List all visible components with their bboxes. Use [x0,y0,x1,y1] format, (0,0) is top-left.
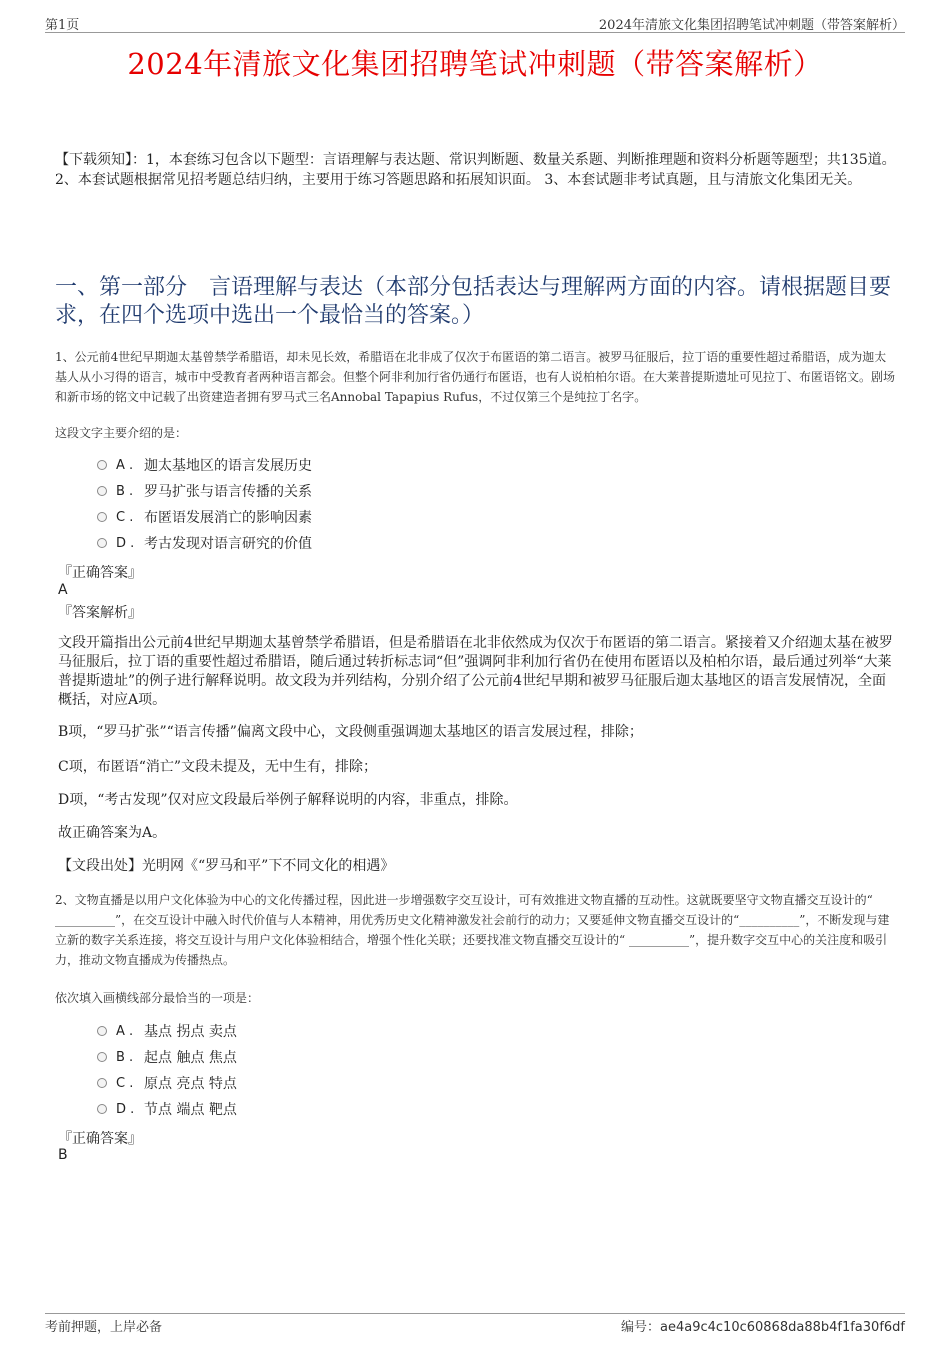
header-doc-title: 2024年清旅文化集团招聘笔试冲刺题（带答案解析） [598,18,905,33]
option-c[interactable]: C . 布匿语发展消亡的影响因素 [97,504,312,530]
download-notice: 【下载须知】：1，本套练习包含以下题型：言语理解与表达题、常识判断题、数量关系题、判断推理题和资料分析题等题型；共135道。 2、本套试题根据常见招考题总结归纳，主要用于练习答题思路和拓展知识面。 3、本套试题非考试真题，且与清旅文化集团无关。 [55,152,896,188]
question-2-options [97,1018,237,1122]
question-1-options [97,452,312,556]
section-heading: 一、第一部分 言语理解与表达（本部分包括表达与理解两方面的内容。请根据题目要求，在四个选项中选出一个最恰当的答案。） [55,275,892,328]
correct-answer-label: 『正确答案』 [58,1131,142,1147]
radio-icon[interactable] [97,1052,107,1062]
correct-answer-label: 『正确答案』 [58,565,142,581]
option-a[interactable]: A . 迦太基地区的语言发展历史 [97,452,312,478]
question-1-prompt: 这段文字主要介绍的是： [55,426,188,440]
option-a[interactable]: A . 基点 拐点 卖点 [97,1018,237,1044]
analysis-paragraph: B项，“罗马扩张”“语言传播”偏离文段中心，文段侧重强调迦太基地区的语言发展过程，排除； [58,724,643,740]
option-d[interactable]: D . 考古发现对语言研究的价值 [97,530,312,556]
correct-answer: A [58,582,68,598]
analysis-paragraph: C项，布匿语“消亡”文段未提及，无中生有，排除； [58,759,378,775]
radio-icon[interactable] [97,538,107,548]
option-b[interactable]: B . 罗马扩张与语言传播的关系 [97,478,312,504]
page-number: 第1页 [45,18,80,33]
analysis-paragraph: 文段开篇指出公元前4世纪早期迦太基曾禁学希腊语，但是希腊语在北非依然成为仅次于布匿语的第二语言。紧接着又介绍迦太基在被罗马征服后，拉丁语的重要性超过希腊语，随后通过转折标志词“但”强调阿非利加行省仍在使用布匿语以及柏柏尔语，最后通过列举“大莱普提斯遗址”的例子进行解释说明。故文段为并列结构，分别介绍了公元前4世纪早期和被罗马征服后迦太基地区的语言发展情况，全面概括，对应A项。 [58,635,893,708]
radio-icon[interactable] [97,486,107,496]
option-c[interactable]: C . 原点 亮点 特点 [97,1070,237,1096]
question-1-text: 1、公元前4世纪早期迦太基曾禁学希腊语，却未见长效，希腊语在北非成了仅次于布匿语的第二语言。被罗马征服后，拉丁语的重要性超过希腊语，成为迦太基人从小习得的语言，城市中受教育者两种语言都会。但整个阿非利加行省仍通行布匿语，也有人说柏柏尔语。在大莱普提斯遗址可见拉丁、布匿语铭文。剧场和新市场的铭文中记载了出资建造者拥有罗马式三名Annobal Tapapius Rufus，不过仅第三个是纯拉丁名字。 [55,350,896,404]
analysis-conclusion: 故正确答案为A。 [58,825,167,841]
analysis-paragraph: D项，“考古发现”仅对应文段最后举例子解释说明的内容，非重点，排除。 [58,792,518,808]
footer-slogan: 考前押题，上岸必备 [45,1320,163,1335]
radio-icon[interactable] [97,1026,107,1036]
radio-icon[interactable] [97,1104,107,1114]
analysis-label: 『答案解析』 [58,605,142,621]
footer-code: 编号：ae4a9c4c10c60868da88b4f1fa30f6df [621,1320,905,1335]
page-header [45,14,905,33]
radio-icon[interactable] [97,460,107,470]
question-2-text: 2、文物直播是以用户文化体验为中心的文化传播过程，因此进一步增强数字交互设计，可有效推进文物直播的互动性。这就既要坚守文物直播交互设计的“ __________”，在交互设计中融入时代价值与人本精神，用优秀历史文化精神激发社会前行的动力；又要延伸文物直播交互设计的“__________”，不断发现与建立新的数字关系连接，将交互设计与用户文化体验相结合，增强个性化关联；还要找准文物直播交互设计的“ __________”，提升数字交互中心的关注度和吸引力，推动文物直播成为传播热点。 [55,893,890,967]
radio-icon[interactable] [97,1078,107,1088]
source-citation: 【文段出处】光明网《“罗马和平”下不同文化的相遇》 [58,858,395,874]
option-d[interactable]: D . 节点 端点 靶点 [97,1096,237,1122]
option-b[interactable]: B . 起点 触点 焦点 [97,1044,237,1070]
page-footer [45,1313,905,1334]
radio-icon[interactable] [97,512,107,522]
question-2-prompt: 依次填入画横线部分最恰当的一项是： [55,991,260,1005]
document-title: 2024年清旅文化集团招聘笔试冲刺题（带答案解析） [127,47,823,81]
correct-answer: B [58,1147,68,1163]
